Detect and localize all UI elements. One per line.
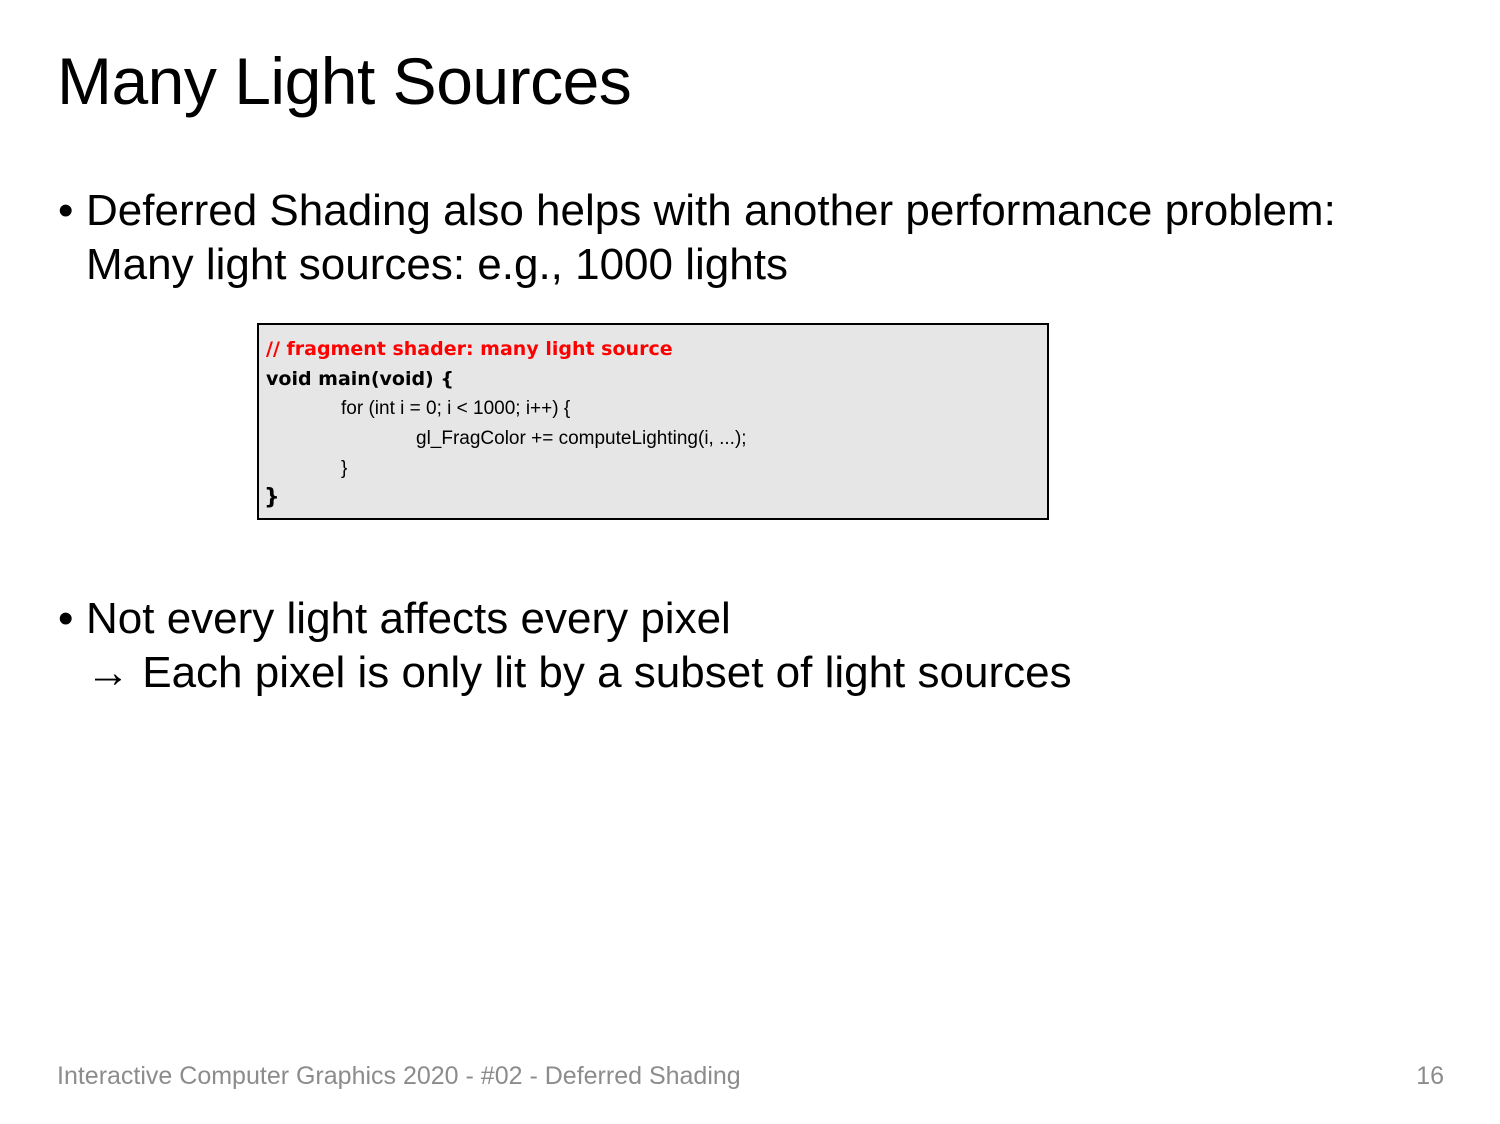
footer-caption: Interactive Computer Graphics 2020 - #02 - Deferred Shading <box>57 1062 741 1090</box>
bullet-line: Many light sources: e.g., 1000 lights <box>86 240 788 289</box>
bullet-line: Not every light affects every pixel <box>86 594 731 643</box>
code-listing <box>257 323 1049 520</box>
bullet-line: Deferred Shading also helps with another performance problem: <box>86 186 1336 235</box>
bullet-line: → Each pixel is only lit by a subset of light sources <box>86 648 1072 697</box>
bullet-item-2 <box>58 592 1458 700</box>
code-comment: // fragment shader: many light source <box>266 338 673 360</box>
page-number: 16 <box>1416 1062 1444 1090</box>
bullet-marker: • <box>58 186 74 235</box>
code-signature: void main(void) { <box>266 368 454 390</box>
bullet-item-1 <box>58 184 1458 292</box>
bullet-marker: • <box>58 594 74 643</box>
code-loop-body: gl_FragColor += computeLighting(i, ...); <box>416 428 747 449</box>
slide-title: Many Light Sources <box>57 44 632 118</box>
code-loop: for (int i = 0; i < 1000; i++) { <box>341 398 571 419</box>
code-close-brace: } <box>341 458 348 479</box>
code-close-brace: } <box>264 485 280 510</box>
